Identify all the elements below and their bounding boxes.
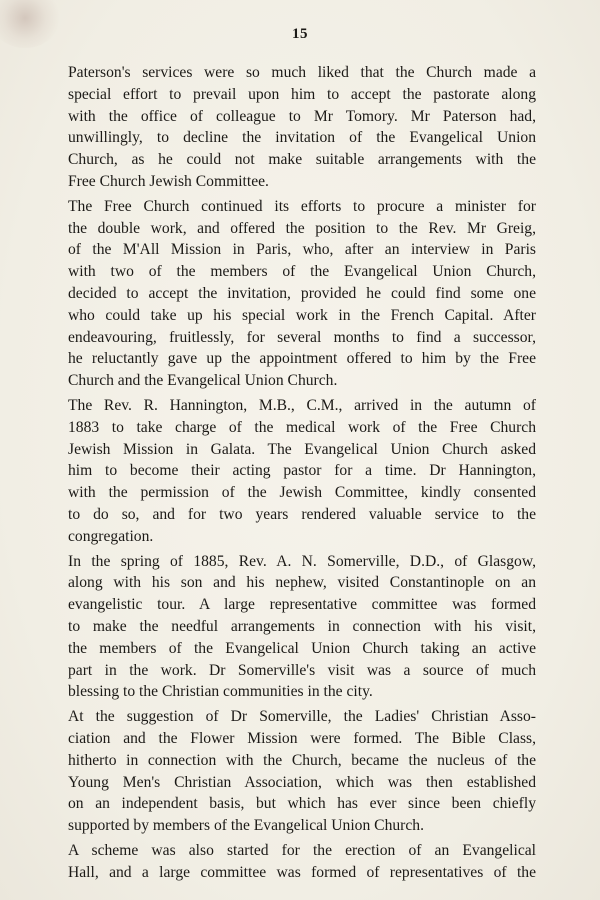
text-line: congregation. (68, 527, 154, 545)
text-line: Free Church Jewish Committee. (68, 172, 269, 190)
paragraph-1 (68, 62, 536, 193)
text-line: Jewish Mission in Galata. The Evangelical Union Church asked (68, 440, 536, 458)
text-line: along with his son and his nephew, visited Constantinople on an (68, 574, 536, 592)
text-line: with the office of colleague to Mr Tomory. Mr Paterson had, (68, 107, 536, 125)
text-line: supported by members of the Evangelical Union Church. (68, 817, 424, 835)
text-line: At the suggestion of Dr Somerville, the Ladies' Christian Asso- (68, 708, 536, 726)
text-line: the members of the Evangelical Union Church taking an active (68, 639, 536, 657)
paragraph-5 (68, 706, 536, 837)
text-line: evangelistic tour. A large representative committee was formed (68, 596, 536, 614)
text-line: on an independent basis, but which has ever since been chiefly (68, 795, 536, 813)
text-line: hitherto in connection with the Church, became the nucleus of the (68, 751, 536, 769)
paragraph-2 (68, 196, 536, 392)
paragraph-4 (68, 551, 536, 704)
paragraph-3 (68, 395, 536, 548)
text-line: the double work, and offered the position to the Rev. Mr Greig, (68, 219, 536, 237)
text-line: blessing to the Christian communities in the city. (68, 683, 373, 701)
text-line: to do so, and for two years rendered valuable service to the (68, 505, 536, 523)
paragraph-6 (68, 840, 536, 884)
text-line: with two of the members of the Evangelical Union Church, (68, 263, 536, 281)
text-line: to make the needful arrangements in connection with his visit, (68, 617, 536, 635)
text-line: The Free Church continued its efforts to procure a minister for (68, 197, 536, 215)
text-line: of the M'All Mission in Paris, who, after an interview in Paris (68, 241, 536, 259)
text-line: him to become their acting pastor for a time. Dr Hannington, (68, 462, 536, 480)
text-line: he reluctantly gave up the appointment offered to him by the Free (68, 350, 536, 368)
text-line: endeavouring, fruitlessly, for several months to find a successor, (68, 328, 536, 346)
text-line: with the permission of the Jewish Committee, kindly consented (68, 484, 536, 502)
text-line: Church, as he could not make suitable arrangements with the (68, 151, 536, 169)
text-line: Young Men's Christian Association, which was then established (68, 773, 536, 791)
text-line: Hall, and a large committee was formed of representatives of the (68, 863, 536, 881)
text-line: A scheme was also started for the erection of an Evangelical (68, 841, 536, 859)
text-line: ciation and the Flower Mission were formed. The Bible Class, (68, 729, 536, 747)
text-line: 1883 to take charge of the medical work of the Free Church (68, 418, 536, 436)
text-line: Church and the Evangelical Union Church. (68, 372, 338, 390)
page-number: 15 (292, 26, 308, 42)
text-line: unwillingly, to decline the invitation of the Evangelical Union (68, 129, 536, 147)
text-line: In the spring of 1885, Rev. A. N. Somerville, D.D., of Glasgow, (68, 552, 536, 570)
text-line: special effort to prevail upon him to accept the pastorate along (68, 85, 536, 103)
text-line: Paterson's services were so much liked that the Church made a (68, 64, 536, 81)
text-line: decided to accept the invitation, provided he could find some one (68, 284, 536, 302)
text-line: who could take up his special work in the French Capital. After (68, 306, 536, 324)
text-line: part in the work. Dr Somerville's visit was a source of much (68, 661, 536, 679)
body-text (68, 62, 536, 886)
text-line: The Rev. R. Hannington, M.B., C.M., arrived in the autumn of (68, 396, 536, 414)
